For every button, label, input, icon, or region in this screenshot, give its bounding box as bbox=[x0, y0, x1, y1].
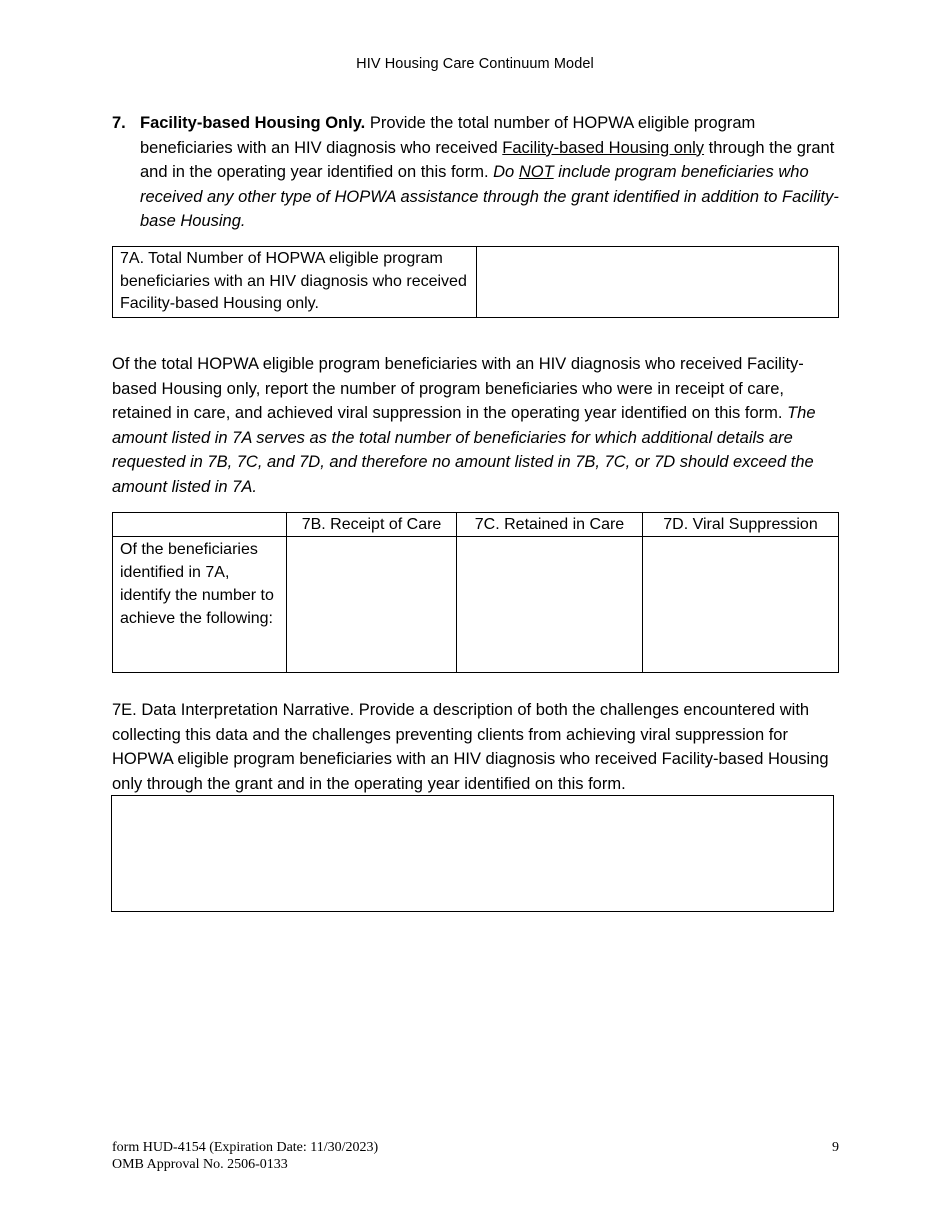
page-number: 9 bbox=[832, 1140, 839, 1155]
question-text-b: through the grant and in the operating year identified on this form. bbox=[140, 138, 835, 182]
question-7-body bbox=[140, 111, 842, 234]
question-7 bbox=[112, 111, 842, 234]
care-row-label: Of the beneficiaries identified in 7A, identify the number to achieve the following: bbox=[113, 537, 287, 673]
question-italic-not: NOT bbox=[518, 163, 554, 182]
care-table bbox=[112, 512, 839, 673]
table-7a-label: 7A. Total Number of HOPWA eligible program beneficiaries with an HIV diagnosis who received Facility-based Housing only. bbox=[113, 247, 477, 318]
question-underlined: Facility-based Housing only bbox=[502, 138, 705, 157]
narrative-prompt: 7E. Data Interpretation Narrative. Provide a description of both the challenges encountered with collecting this data and the challenges preventing clients from achieving viral suppression for HOPWA eligible program beneficiaries with an HIV diagnosis who received Facility-based Housing only through the grant and in the operating year identified on this form. bbox=[112, 701, 829, 793]
care-table-header-row bbox=[113, 513, 839, 537]
care-header-empty bbox=[113, 513, 287, 537]
viral-suppression-field[interactable] bbox=[643, 537, 839, 673]
care-header-retained: 7C. Retained in Care bbox=[457, 513, 643, 537]
receipt-of-care-field[interactable] bbox=[287, 537, 457, 673]
retained-in-care-field[interactable] bbox=[457, 537, 643, 673]
question-text-a: Provide the total number of HOPWA eligible program beneficiaries with an HIV diagnosis who received bbox=[140, 114, 756, 157]
care-header-viral: 7D. Viral Suppression bbox=[643, 513, 839, 537]
table-7a-value-field[interactable] bbox=[477, 247, 839, 318]
footer-form: form HUD-4154 (Expiration Date: 11/30/2023) bbox=[112, 1140, 379, 1155]
question-italic-b: include program beneficiaries who received any other type of HOPWA assistance through the grant identified in addition to Facility-base Housing. bbox=[140, 163, 839, 231]
instructions-paragraph bbox=[112, 352, 842, 500]
narrative-text-box[interactable] bbox=[111, 795, 834, 912]
question-number: 7. bbox=[112, 114, 126, 132]
instructions-italic: The amount listed in 7A serves as the total number of beneficiaries for which additional details are requested in 7B, 7C, and 7D, and therefore no amount listed in 7B, 7C, or 7D should exceed the amount listed in 7A. bbox=[112, 404, 816, 496]
care-header-receipt: 7B. Receipt of Care bbox=[287, 513, 457, 537]
question-heading: Facility-based Housing Only. bbox=[140, 114, 366, 132]
table-7a bbox=[112, 246, 839, 318]
page-header: HIV Housing Care Continuum Model bbox=[356, 56, 594, 72]
instructions-text: Of the total HOPWA eligible program beneficiaries with an HIV diagnosis who received Facility-based Housing only, report the number of program beneficiaries who were in receipt of care, retained in care, and achieved viral suppression in the operating year identified on this form. bbox=[112, 355, 804, 423]
care-table-row bbox=[113, 537, 839, 673]
page-footer bbox=[112, 1139, 839, 1173]
footer-omb: OMB Approval No. 2506-0133 bbox=[112, 1157, 288, 1172]
question-italic-a: Do bbox=[493, 163, 519, 182]
